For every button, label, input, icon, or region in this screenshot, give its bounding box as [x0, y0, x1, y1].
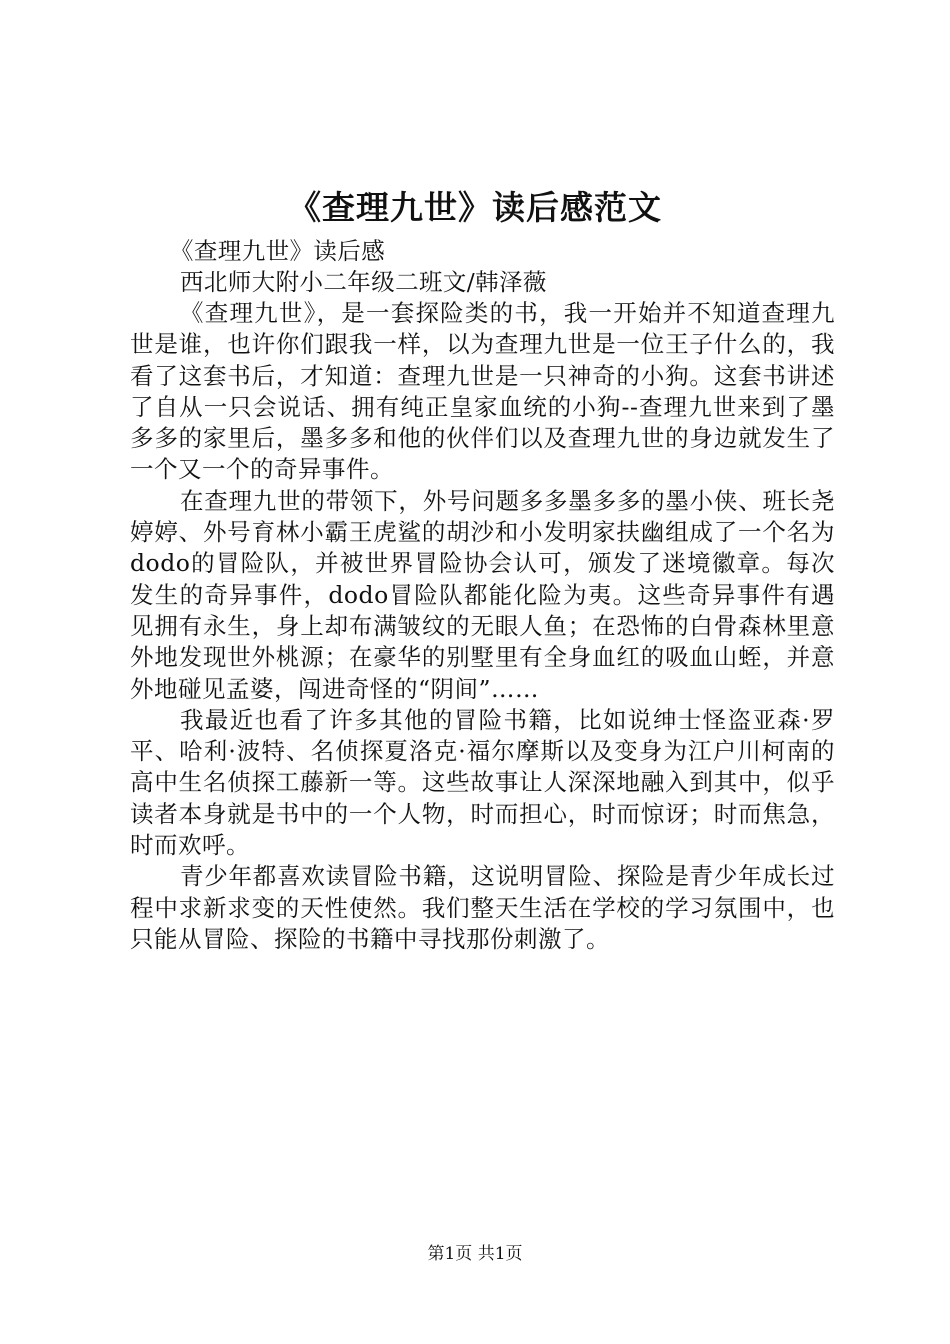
paragraph-3: 我最近也看了许多其他的冒险书籍，比如说绅士怪盗亚森·罗平、哈利·波特、名侦探夏洛克·福尔摩斯以及变身为江户川柯南的高中生名侦探工藤新一等。这些故事让人深深地融入到其中，似乎读者本身就是书中的一个人物，时而担心，时而惊讶；时而焦急，时而欢呼。: [130, 705, 835, 860]
author-line: 西北师大附小二年级二班文/韩泽薇: [180, 268, 547, 296]
subtitle: 《查理九世》读后感: [170, 237, 386, 265]
paragraph-1: 《查理九世》，是一套探险类的书，我一开始并不知道查理九世是谁，也许你们跟我一样，以为查理九世是一位王子什么的，我看了这套书后，才知道：查理九世是一只神奇的小狗。这套书讲述了自从一只会说话、拥有纯正皇家血统的小狗--查理九世来到了墨多多的家里后，墨多多和他的伙伴们以及查理九世的身边就发生了一个又一个的奇异事件。: [130, 299, 835, 484]
page-footer: 第1页 共1页: [427, 1244, 523, 1264]
document-title: 《查理九世》读后感范文: [288, 188, 662, 227]
paragraph-4: 青少年都喜欢读冒险书籍，这说明冒险、探险是青少年成长过程中求新求变的天性使然。我们整天生活在学校的学习氛围中，也只能从冒险、探险的书籍中寻找那份刺激了。: [130, 862, 835, 953]
paragraph-2: 在查理九世的带领下，外号问题多多墨多多的墨小侠、班长尧婷婷、外号育林小霸王虎鲨的胡沙和小发明家扶幽组成了一个名为dodo的冒险队，并被世界冒险协会认可，颁发了迷境徽章。每次发生的奇异事件，dodo冒险队都能化险为夷。这些奇异事件有遇见拥有永生，身上却布满皱纹的无眼人鱼；在恐怖的白骨森林里意外地发现世外桃源；在豪华的别墅里有全身血红的吸血山蛭，并意外地碰见孟婆，闯进奇怪的“阴间”……: [130, 486, 835, 703]
document-body: [130, 236, 835, 955]
